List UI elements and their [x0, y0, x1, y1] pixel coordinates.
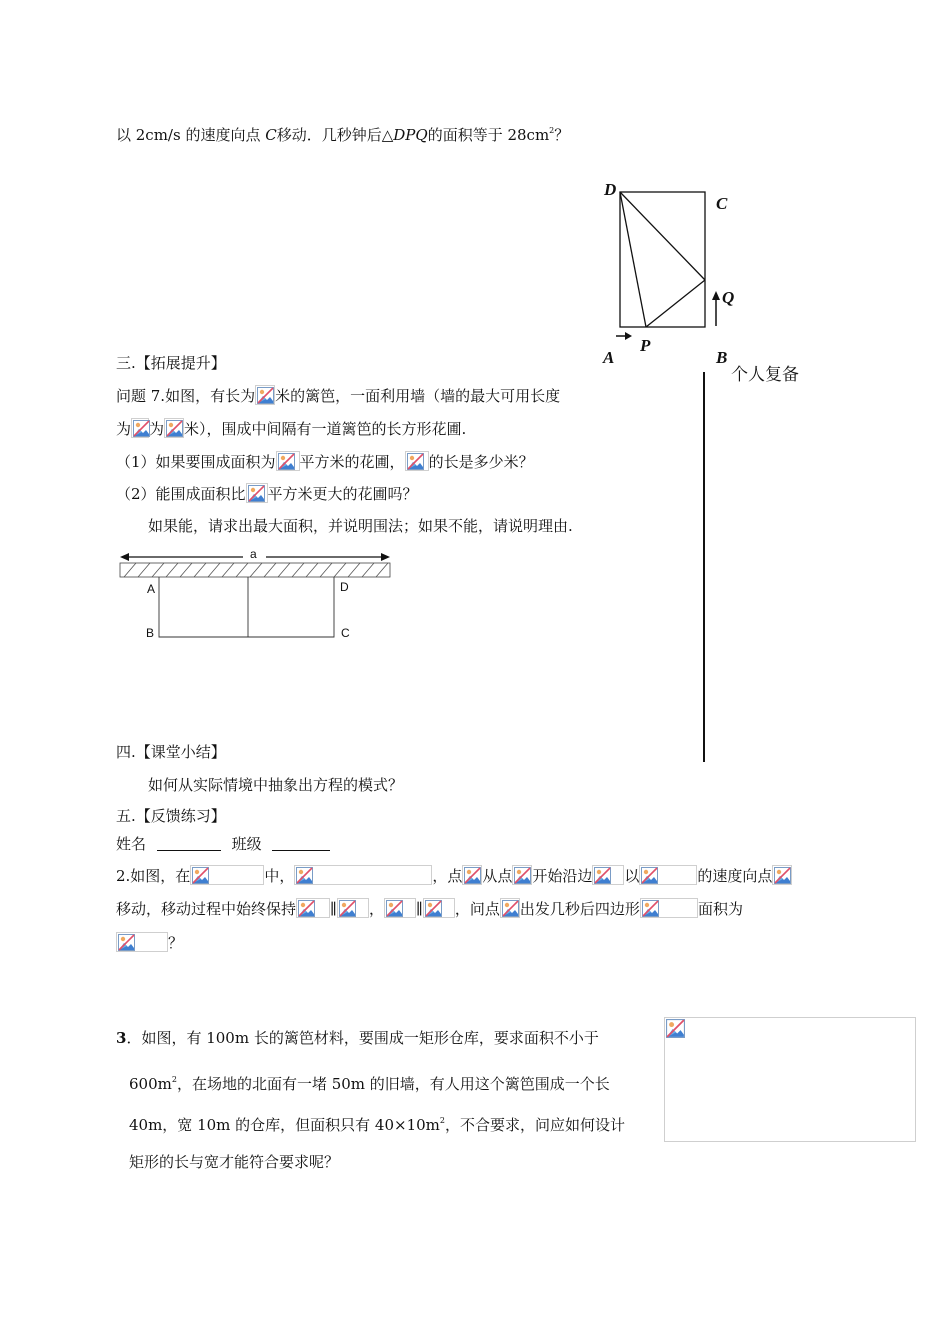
top-problem-text: 以 2cm/s 的速度向点 C移动．几秒钟后△DPQ的面积等于 $28cm^2$？: [116, 126, 570, 144]
broken-image-icon: [296, 898, 330, 918]
broken-image-icon: [164, 418, 184, 438]
label-d: D: [604, 180, 617, 199]
garden-label-C: C: [341, 626, 350, 640]
name-class-row: 姓名 班级: [116, 834, 330, 854]
side-note: 个人复备: [731, 365, 799, 385]
broken-image-icon: [255, 385, 275, 405]
section4-text: 如何从实际情境中抽象出方程的模式？: [148, 776, 404, 794]
side-column-divider: [703, 372, 705, 762]
problem2-line2: 移动，移动过程中始终保持 ∥ ， ∥ ，问点 出发几秒后四边形 面积为: [116, 900, 743, 918]
broken-image-icon: [276, 451, 300, 471]
broken-image-icon: [190, 865, 264, 885]
broken-image-icon: [500, 898, 520, 918]
garden-diagram: [116, 546, 396, 646]
problem2-line1: 2.如图，在 中， ，点 从点 开始沿边 以 的速度向点: [116, 865, 792, 886]
label-b: B: [716, 348, 728, 367]
problem3-line1: 3．如图，有 100m 长的篱笆材料，要围成一矩形仓库，要求面积不小于: [116, 1029, 599, 1047]
problem2-line3: ？: [116, 932, 183, 953]
broken-image-icon: [337, 898, 369, 918]
problem3-image-frame: [664, 1017, 916, 1142]
broken-image-icon: [116, 932, 168, 952]
rectangle-diagram: [596, 178, 746, 368]
broken-image-icon: [462, 865, 482, 885]
broken-image-icon: [131, 418, 149, 438]
label-p: P: [640, 336, 651, 355]
garden-diagram-svg: [116, 546, 396, 646]
name-field[interactable]: [157, 836, 221, 851]
section5-heading: 五.【反馈练习】: [116, 807, 226, 825]
section3-question1: （1）如果要围成面积为 平方米的花圃， 的长是多少米？: [116, 453, 534, 471]
broken-image-icon: [246, 483, 268, 503]
problem3-line2: $600m^2$，在场地的北面有一堵 50m 的旧墙，有人用这个篱笆围成一个长: [129, 1075, 610, 1093]
broken-image-icon: [640, 898, 698, 918]
broken-image-icon: [294, 865, 432, 885]
garden-label-B: B: [146, 626, 155, 640]
garden-label-D: D: [340, 580, 349, 594]
broken-image-icon: [666, 1019, 685, 1038]
label-q: Q: [722, 288, 735, 307]
problem3-line4: 矩形的长与宽才能符合要求呢？: [129, 1153, 340, 1171]
label-a: A: [603, 348, 615, 367]
broken-image-icon: [639, 865, 697, 885]
section3-question2: （2）能围成面积比 平方米更大的花圃吗？: [116, 485, 418, 503]
garden-label-A: A: [147, 582, 156, 596]
broken-image-icon: [772, 865, 792, 885]
label-c: C: [716, 194, 728, 213]
section3-question2-detail: 如果能，请求出最大面积，并说明围法；如果不能，请说明理由.: [148, 517, 573, 535]
broken-image-icon: [592, 865, 624, 885]
section3-line1: 问题 7.如图，有长为 米的篱笆，一面利用墙（墙的最大可用长度: [116, 387, 561, 405]
broken-image-icon: [405, 451, 429, 471]
broken-image-icon: [512, 865, 532, 885]
section3-line2: 为 为 米），围成中间隔有一道篱笆的长方形花圃.: [116, 420, 467, 438]
garden-label-a: a: [250, 547, 257, 561]
problem3-line3: 40m，宽 10m 的仓库，但面积只有 $40\times 10m^2$，不合要求，问应如何设计: [129, 1116, 626, 1134]
broken-image-icon: [384, 898, 416, 918]
section3-heading: 三.【拓展提升】: [116, 354, 226, 372]
section4-heading: 四.【课堂小结】: [116, 743, 226, 761]
broken-image-icon: [423, 898, 455, 918]
class-field[interactable]: [272, 836, 330, 851]
